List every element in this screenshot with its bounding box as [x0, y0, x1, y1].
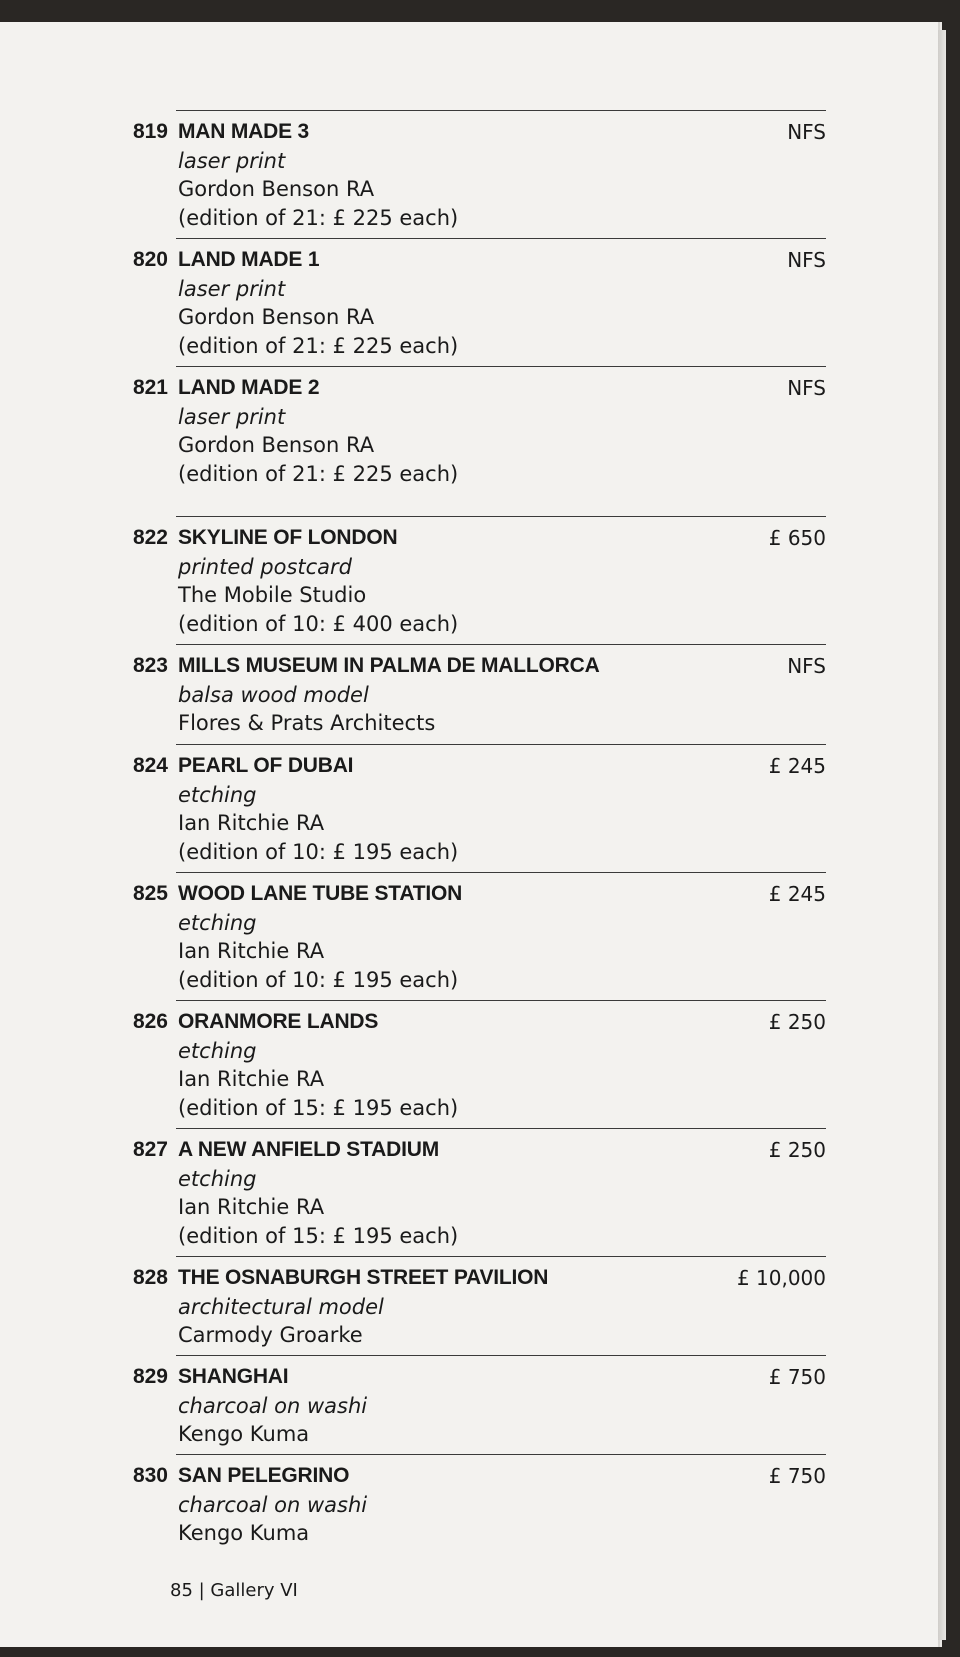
entry-price: £ 250 — [768, 1138, 826, 1162]
catalogue-entry — [120, 1000, 826, 1128]
entry-medium: etching — [178, 782, 257, 807]
catalogue-entry — [120, 238, 826, 366]
entry-artist: Carmody Groarke — [178, 1323, 363, 1347]
entry-title: SKYLINE OF LONDON — [178, 526, 398, 549]
page-edge — [938, 30, 946, 1640]
entry-details — [178, 752, 458, 866]
entry-details — [178, 118, 458, 232]
entry-artist: Flores & Prats Architects — [178, 711, 436, 735]
divider — [176, 644, 826, 645]
entry-number: 829 — [132, 1365, 168, 1388]
entry-artist: Ian Ritchie RA — [178, 811, 325, 835]
divider — [176, 366, 826, 367]
entry-medium: laser print — [178, 148, 286, 173]
entry-title: LAND MADE 2 — [178, 376, 320, 399]
entry-medium: charcoal on washi — [178, 1393, 368, 1418]
entry-number: 827 — [132, 1138, 168, 1161]
entry-title: MAN MADE 3 — [178, 120, 310, 143]
entry-edition: (edition of 10: £ 195 each) — [178, 967, 459, 992]
entry-details — [178, 1008, 458, 1122]
entry-details — [178, 1462, 367, 1548]
entry-price: £ 250 — [768, 1010, 826, 1034]
entry-medium: laser print — [178, 276, 286, 301]
entry-details — [178, 246, 458, 360]
catalogue-entry — [120, 1128, 826, 1256]
divider — [176, 1454, 826, 1455]
catalogue-entry — [120, 1454, 826, 1554]
entry-details — [178, 1264, 548, 1350]
divider — [176, 238, 826, 239]
page-footer: 85 | Gallery VI — [170, 1580, 298, 1601]
entry-price: £ 750 — [768, 1464, 826, 1488]
entry-edition: (edition of 21: £ 225 each) — [178, 461, 459, 486]
entry-title: SAN PELEGRINO — [178, 1464, 350, 1487]
entry-title: MILLS MUSEUM IN PALMA DE MALLORCA — [178, 654, 600, 677]
entry-number: 821 — [132, 376, 168, 399]
entry-title: ORANMORE LANDS — [178, 1010, 379, 1033]
divider — [176, 110, 826, 111]
entry-artist: Gordon Benson RA — [178, 305, 375, 329]
entry-title: PEARL OF DUBAI — [178, 754, 354, 777]
entry-number: 826 — [132, 1010, 168, 1033]
entry-medium: etching — [178, 1166, 257, 1191]
divider — [176, 744, 826, 745]
entry-edition: (edition of 10: £ 195 each) — [178, 839, 459, 864]
entry-price: £ 245 — [768, 882, 826, 906]
entry-edition: (edition of 21: £ 225 each) — [178, 205, 459, 230]
entry-details — [178, 1363, 367, 1449]
entry-number: 822 — [132, 526, 168, 549]
catalogue-entry — [120, 110, 826, 238]
catalogue-entry — [120, 644, 826, 744]
entry-medium: etching — [178, 1038, 257, 1063]
catalogue-entry — [120, 1355, 826, 1455]
entry-details — [178, 1136, 458, 1250]
entry-price: £ 650 — [768, 526, 826, 550]
entry-price: NFS — [787, 376, 826, 400]
entry-number: 823 — [132, 654, 168, 677]
entry-details — [178, 880, 462, 994]
entry-title: LAND MADE 1 — [178, 248, 320, 271]
entry-medium: etching — [178, 910, 257, 935]
entry-number: 824 — [132, 754, 168, 777]
entry-medium: charcoal on washi — [178, 1492, 368, 1517]
entry-price: NFS — [787, 654, 826, 678]
entry-medium: printed postcard — [178, 554, 352, 579]
catalogue-entry — [120, 744, 826, 872]
entry-artist: Kengo Kuma — [178, 1521, 310, 1545]
entry-details — [178, 374, 458, 488]
entry-price: NFS — [787, 248, 826, 272]
entry-artist: The Mobile Studio — [178, 583, 367, 607]
catalogue-entry — [120, 1256, 826, 1356]
entry-price: £ 245 — [768, 754, 826, 778]
entry-edition: (edition of 10: £ 400 each) — [178, 611, 459, 636]
entry-number: 830 — [132, 1464, 168, 1487]
entry-artist: Ian Ritchie RA — [178, 939, 325, 963]
entry-details — [178, 524, 458, 638]
entry-details — [178, 652, 600, 738]
entry-artist: Ian Ritchie RA — [178, 1067, 325, 1091]
entry-price: £ 750 — [768, 1365, 826, 1389]
divider — [176, 516, 826, 517]
entry-artist: Kengo Kuma — [178, 1422, 310, 1446]
entry-number: 825 — [132, 882, 168, 905]
catalogue-page — [0, 22, 938, 1647]
entry-medium: balsa wood model — [178, 682, 369, 707]
entry-artist: Ian Ritchie RA — [178, 1195, 325, 1219]
entry-medium: laser print — [178, 404, 286, 429]
divider — [176, 1128, 826, 1129]
divider — [176, 1000, 826, 1001]
entry-edition: (edition of 15: £ 195 each) — [178, 1095, 459, 1120]
divider — [176, 872, 826, 873]
catalogue-entry — [120, 516, 826, 644]
entry-number: 819 — [132, 120, 168, 143]
catalogue-entry — [120, 366, 826, 494]
entry-number: 820 — [132, 248, 168, 271]
entry-title: THE OSNABURGH STREET PAVILION — [178, 1266, 549, 1289]
divider — [176, 1256, 826, 1257]
entry-title: SHANGHAI — [178, 1365, 289, 1388]
entry-title: A NEW ANFIELD STADIUM — [178, 1138, 439, 1161]
entry-artist: Gordon Benson RA — [178, 433, 375, 457]
entry-number: 828 — [132, 1266, 168, 1289]
entry-artist: Gordon Benson RA — [178, 177, 375, 201]
catalogue-entry — [120, 872, 826, 1000]
entry-title: WOOD LANE TUBE STATION — [178, 882, 463, 905]
entry-price: £ 10,000 — [736, 1266, 826, 1290]
entry-price: NFS — [787, 120, 826, 144]
divider — [176, 1355, 826, 1356]
entry-edition: (edition of 21: £ 225 each) — [178, 333, 459, 358]
entry-medium: architectural model — [178, 1294, 384, 1319]
entry-edition: (edition of 15: £ 195 each) — [178, 1223, 459, 1248]
